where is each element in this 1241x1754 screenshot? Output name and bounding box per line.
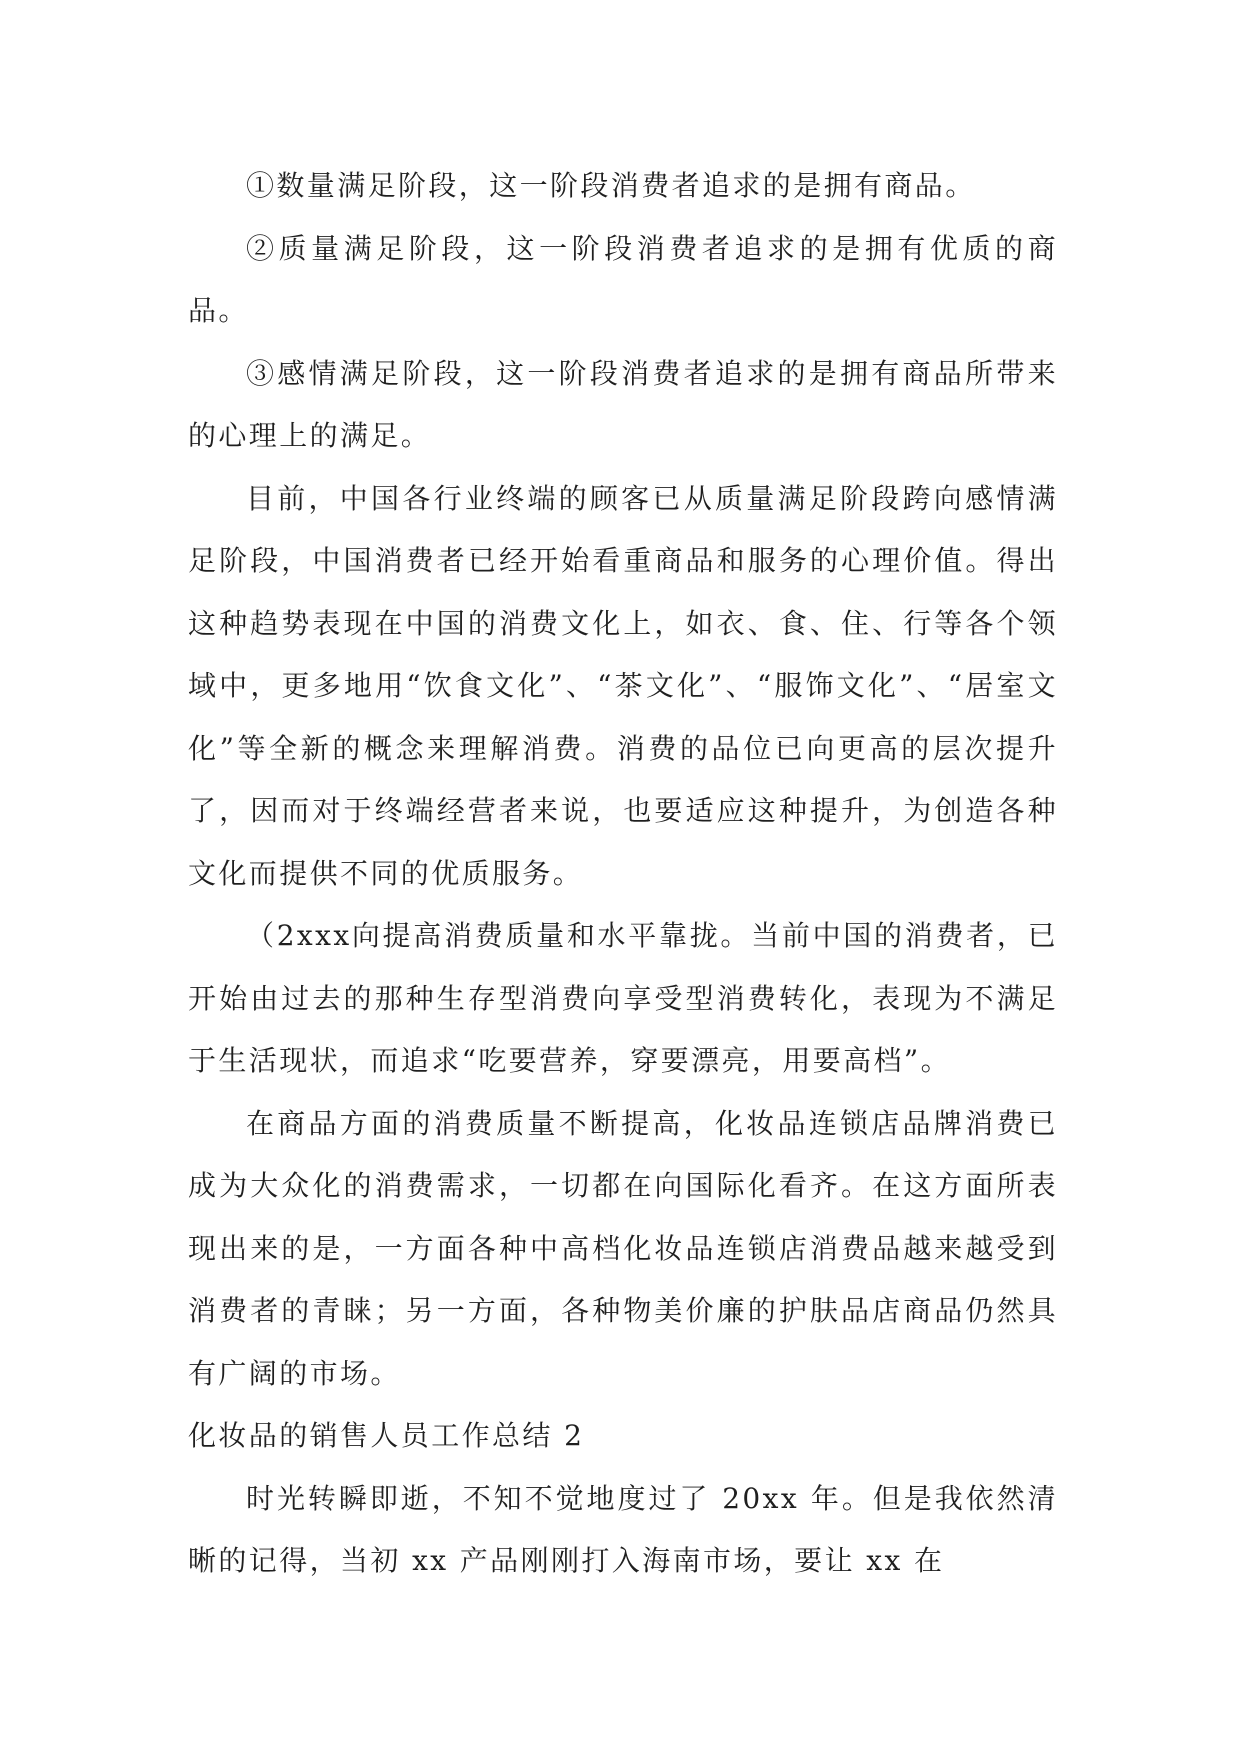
paragraph-consumption-quality: （2xxx向提高消费质量和水平靠拢。当前中国的消费者，已开始由过去的那种生存型消费向享受型消费转化，表现为不满足于生活现状，而追求“吃要营养，穿要漂亮，用要高档”。 <box>188 919 1058 1077</box>
paragraph-emotion-stage: ③感情满足阶段，这一阶段消费者追求的是拥有商品所带来的心理上的满足。 <box>188 356 1058 452</box>
paragraph-quantity-stage: ①数量满足阶段，这一阶段消费者追求的是拥有商品。 <box>246 169 976 202</box>
paragraph-summary-opening: 时光转瞬即逝，不知不觉地度过了 20xx 年。但是我依然清晰的记得，当初 xx 产品刚刚打入海南市场，要让 xx 在 <box>188 1481 1058 1577</box>
paragraph-cosmetics-market: 在商品方面的消费质量不断提高，化妆品连锁店品牌消费已成为大众化的消费需求，一切都在向国际化看齐。在这方面所表现出来的是，一方面各种中高档化妆品连锁店消费品越来越受到消费者的青睐；另一方面，各种物美价廉的护肤品店商品仍然具有广阔的市场。 <box>188 1106 1058 1390</box>
section-heading: 化妆品的销售人员工作总结 2 <box>188 1419 585 1452</box>
paragraph-current-trend: 目前，中国各行业终端的顾客已从质量满足阶段跨向感情满足阶段，中国消费者已经开始看重商品和服务的心理价值。得出这种趋势表现在中国的消费文化上，如衣、食、住、行等各个领域中，更多地用“饮食文化”、“茶文化”、“服饰文化”、“居室文化”等全新的概念来理解消费。消费的品位已向更高的层次提升了，因而对于终端经营者来说，也要适应这种提升，为创造各种文化而提供不同的优质服务。 <box>188 481 1058 890</box>
document-body <box>188 155 1058 1593</box>
paragraph-quality-stage: ②质量满足阶段，这一阶段消费者追求的是拥有优质的商品。 <box>188 231 1058 327</box>
